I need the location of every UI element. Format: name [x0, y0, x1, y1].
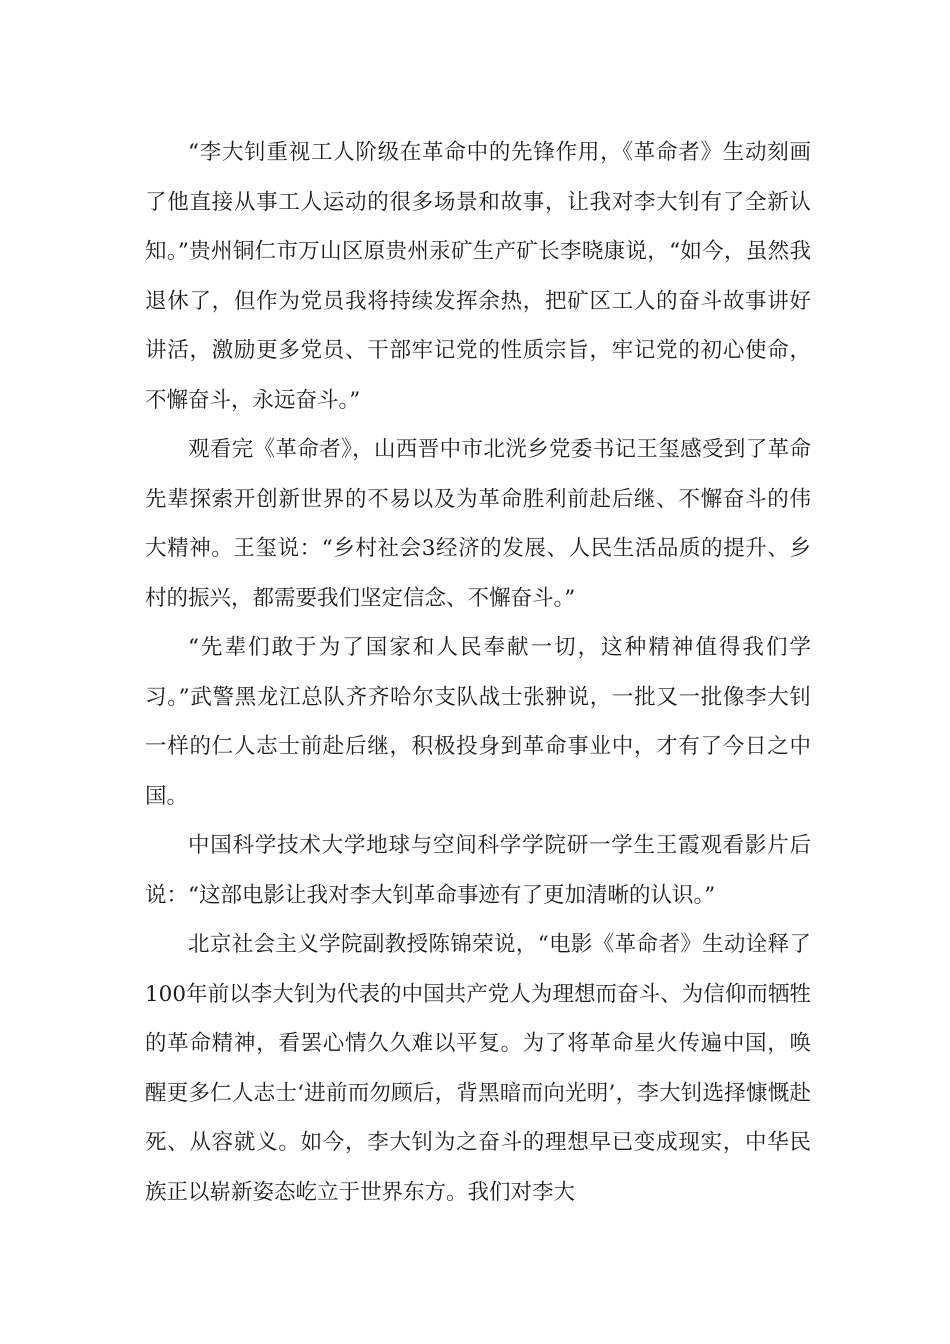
paragraph-4: 中国科学技术大学地球与空间科学学院研一学生王霞观看影片后说：“这部电影让我对李大钊革命事迹有了更加清晰的认识。”	[145, 833, 811, 908]
paragraph-3: “先辈们敢于为了国家和人民奉献一切，这种精神值得我们学习。”武警黑龙江总队齐齐哈尔支队战士张翀说，一批又一批像李大钊一样的仁人志士前赴后继，积极投身到革命事业中，才有了今日之中国。	[145, 635, 811, 809]
paragraph-1: “李大钊重视工人阶级在革命中的先锋作用，《革命者》生动刻画了他直接从事工人运动的很多场景和故事，让我对李大钊有了全新认知。”贵州铜仁市万山区原贵州汞矿生产矿长李晓康说，“如今，虽然我退休了，但作为党员我将持续发挥余热，把矿区工人的奋斗故事讲好讲活，激励更多党员、干部牢记党的性质宗旨，牢记党的初心使命，不懈奋斗，永远奋斗。”	[145, 140, 811, 413]
paragraph-5: 北京社会主义学院副教授陈锦荣说，“电影《革命者》生动诠释了100年前以李大钊为代表的中国共产党人为理想而奋斗、为信仰而牺牲的革命精神，看罢心情久久难以平复。为了将革命星火传遍中国，唤醒更多仁人志士‘进前而勿顾后，背黑暗而向光明’，李大钊选择慷慨赴死、从容就义。如今，李大钊为之奋斗的理想早已变成现实，中华民族正以崭新姿态屹立于世界东方。我们对李大	[145, 932, 811, 1205]
document-body	[145, 128, 811, 1217]
paragraph-2: 观看完《革命者》，山西晋中市北洸乡党委书记王玺感受到了革命先辈探索开创新世界的不易以及为革命胜利前赴后继、不懈奋斗的伟大精神。王玺说：“乡村社会3经济的发展、人民生活品质的提升、乡村的振兴，都需要我们坚定信念、不懈奋斗。”	[145, 437, 811, 611]
